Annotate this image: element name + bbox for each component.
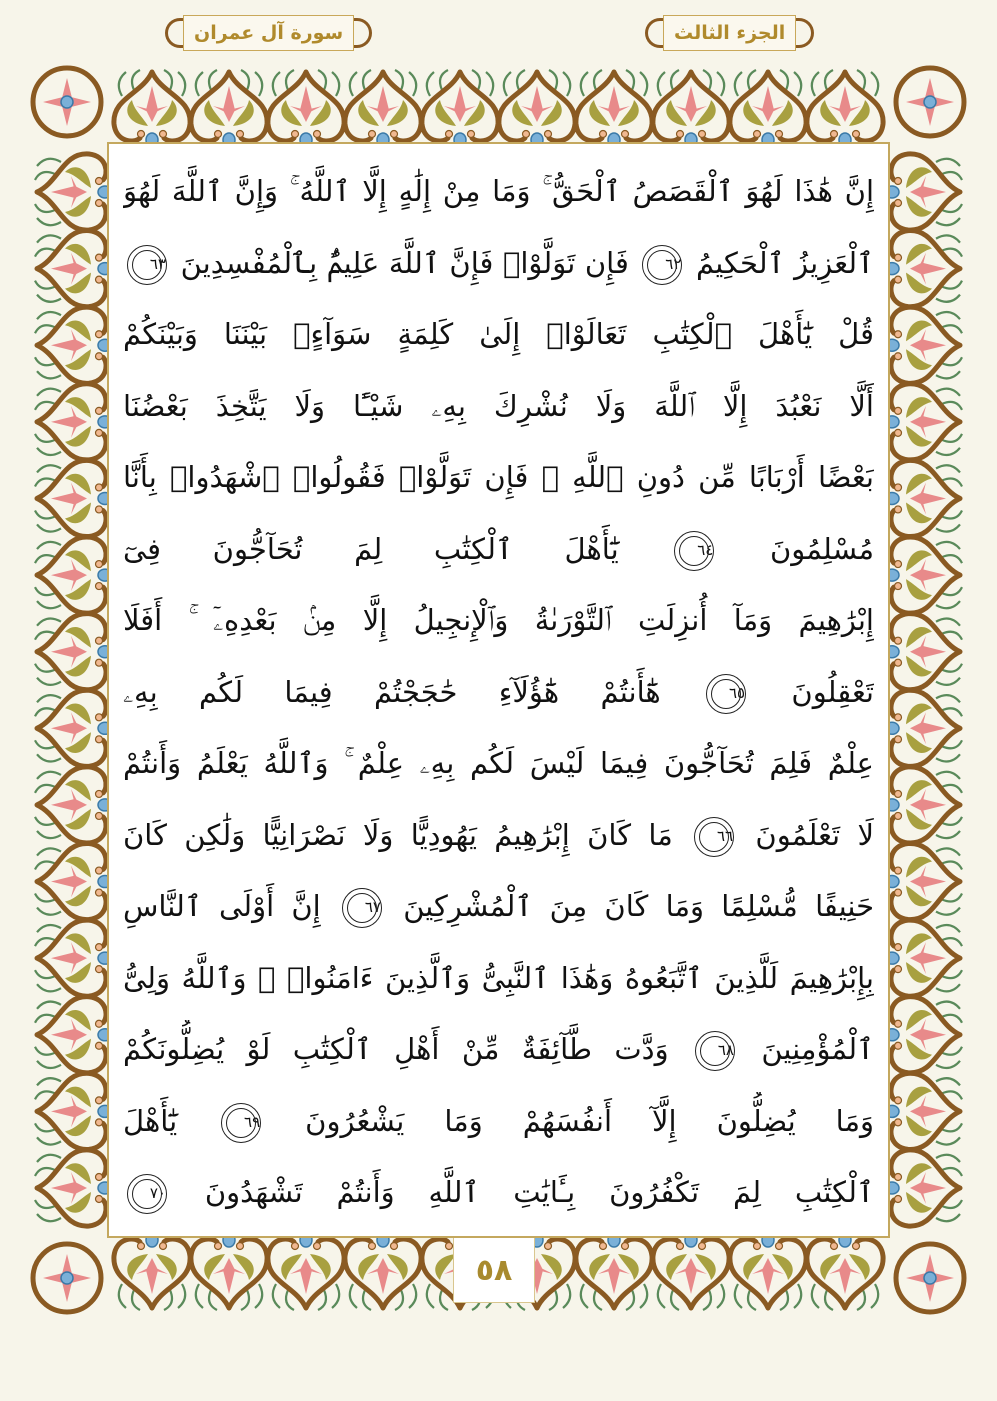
verse-line (123, 377, 874, 436)
bud-icon (96, 254, 103, 261)
heart-motif (35, 767, 112, 843)
bud-icon (831, 131, 838, 138)
heart-motif (885, 460, 962, 536)
verse-line (123, 663, 874, 722)
heart-motif (576, 70, 652, 147)
bud-icon (895, 484, 902, 491)
heart-motif (885, 997, 962, 1073)
bud-icon (314, 131, 321, 138)
verse-text: بَعْضًا أَرْبَابًا مِّن دُونِ ٱللَّهِ ۚ فَإِن تَوَلَّوْا۟ فَقُولُوا۟ ٱشْهَدُوا۟ بِأَنَّا (123, 460, 874, 494)
ayah-number-marker: ٦٢ (642, 245, 682, 285)
bud-icon (138, 1243, 145, 1250)
verse-lines (109, 144, 888, 1236)
page-number: ٥٨ (453, 1238, 535, 1303)
heart-motif (807, 1233, 883, 1310)
bud-icon (600, 131, 607, 138)
bud-icon (96, 200, 103, 207)
heart-motif (885, 537, 962, 613)
heart-motif (191, 1233, 267, 1310)
bud-icon (895, 178, 902, 185)
heart-motif (35, 460, 112, 536)
bud-icon (96, 1196, 103, 1203)
bud-icon (895, 1042, 902, 1049)
heart-motif (807, 70, 883, 147)
verse-text: يَٰٓأَهْلَ (123, 1103, 178, 1138)
bud-icon (622, 1243, 629, 1250)
bud-icon (545, 131, 552, 138)
bud-icon (391, 131, 398, 138)
verse-line (123, 234, 874, 293)
text-panel (107, 142, 890, 1238)
corner-bead-icon (61, 96, 73, 108)
heart-motif (35, 997, 112, 1073)
verse-line (123, 448, 874, 507)
heart-motif (35, 843, 112, 919)
bud-icon (699, 131, 706, 138)
bud-icon (895, 637, 902, 644)
heart-motif (653, 1233, 729, 1310)
bud-icon (237, 1243, 244, 1250)
heart-motif (114, 70, 190, 147)
verse-text: أَلَّا نَعْبُدَ إِلَّا ٱللَّهَ وَلَا نُشْرِكَ بِهِۦ شَيْـًٔا وَلَا يَتَّخِذَ بَعْضُنَا (123, 388, 874, 423)
bud-icon (96, 429, 103, 436)
verse-line (123, 591, 874, 650)
ornament-bracket-left (165, 18, 183, 48)
juz-title-label (645, 14, 814, 52)
heart-motif (885, 154, 962, 230)
bud-icon (96, 1020, 103, 1027)
verse-line (123, 734, 874, 793)
bud-icon (895, 1097, 902, 1104)
heart-motif (499, 70, 575, 147)
bud-icon (96, 659, 103, 666)
bud-icon (895, 867, 902, 874)
bud-icon (895, 714, 902, 721)
heart-motif (35, 920, 112, 996)
bud-icon (895, 1196, 902, 1203)
bud-icon (895, 429, 902, 436)
verse-line (123, 1092, 874, 1151)
corner-bead-icon (924, 96, 936, 108)
bud-icon (96, 276, 103, 283)
heart-motif (885, 767, 962, 843)
bud-icon (622, 131, 629, 138)
bud-icon (96, 637, 103, 644)
bud-icon (895, 506, 902, 513)
verse-text: ٱلْكِتَٰبِ لِمَ تَكْفُرُونَ بِـَٔايَٰتِ ٱللَّهِ وَأَنتُمْ تَشْهَدُونَ (204, 1175, 874, 1209)
bud-icon (96, 583, 103, 590)
verse-line (123, 520, 874, 579)
bud-icon (895, 254, 902, 261)
bud-icon (237, 131, 244, 138)
ayah-number-marker: ٦٣ (127, 245, 167, 285)
heart-motif (35, 614, 112, 690)
bud-icon (96, 812, 103, 819)
ayah-number-marker: ٦٩ (221, 1103, 261, 1143)
heart-motif (191, 70, 267, 147)
bud-icon (215, 1243, 222, 1250)
bud-icon (96, 889, 103, 896)
bud-icon (160, 1243, 167, 1250)
bud-icon (523, 131, 530, 138)
bud-icon (776, 131, 783, 138)
verse-text: إِنَّ هَٰذَا لَهُوَ ٱلْقَصَصُ ٱلْحَقُّ ۚ وَمَا مِنْ إِلَٰهٍ إِلَّا ٱللَّهُ ۚ وَإِنَّ ٱللَّهَ لَهُوَ (123, 174, 874, 208)
bud-icon (895, 276, 902, 283)
bud-icon (895, 944, 902, 951)
heart-motif (885, 843, 962, 919)
bud-icon (895, 561, 902, 568)
bud-icon (895, 812, 902, 819)
verse-text: عِلْمٌ فَلِمَ تُحَآجُّونَ فِيمَا لَيْسَ لَكُم بِهِۦ عِلْمٌ ۚ وَٱللَّهُ يَعْلَمُ وَأَنتُمْ (123, 746, 874, 780)
bud-icon (754, 1243, 761, 1250)
ayah-number-marker: ٧٠ (127, 1174, 167, 1214)
heart-motif (885, 614, 962, 690)
heart-motif (885, 690, 962, 766)
heart-motif (576, 1233, 652, 1310)
bud-icon (96, 714, 103, 721)
bud-icon (96, 407, 103, 414)
heart-motif (35, 154, 112, 230)
ornament-bracket-left (645, 18, 663, 48)
heart-motif (885, 920, 962, 996)
heart-motif (35, 384, 112, 460)
verse-text: هَٰٓأَنتُمْ هَٰٓؤُلَآءِ حَٰجَجْتُمْ فِيمَا لَكُم بِهِۦ (123, 674, 661, 709)
verse-text: مَا كَانَ إِبْرَٰهِيمُ يَهُودِيًّا وَلَا نَصْرَانِيًّا وَلَٰكِن كَانَ (123, 817, 673, 852)
bud-icon (895, 1174, 902, 1181)
bud-icon (754, 131, 761, 138)
heart-motif (35, 1073, 112, 1149)
bud-icon (831, 1243, 838, 1250)
bud-icon (369, 1243, 376, 1250)
bud-icon (215, 131, 222, 138)
bud-icon (895, 1020, 902, 1027)
bud-icon (895, 736, 902, 743)
heart-motif (35, 307, 112, 383)
bud-icon (96, 484, 103, 491)
bud-icon (895, 407, 902, 414)
bud-icon (895, 583, 902, 590)
bud-icon (446, 131, 453, 138)
bud-icon (369, 131, 376, 138)
ayah-number-marker: ٦٤ (674, 531, 714, 571)
verse-text: حَنِيفًا مُّسْلِمًا وَمَا كَانَ مِنَ ٱلْمُشْرِكِينَ (403, 889, 874, 923)
heart-motif (885, 1073, 962, 1149)
verse-text: مُسْلِمُونَ (769, 531, 874, 566)
ornament-bracket-right (796, 18, 814, 48)
bud-icon (895, 1119, 902, 1126)
bud-icon (468, 131, 475, 138)
surah-name: سورة آل عمران (183, 15, 354, 51)
verse-line (123, 1020, 874, 1079)
verse-line (123, 877, 874, 936)
bud-icon (853, 131, 860, 138)
bud-icon (446, 1243, 453, 1250)
corner-bead-icon (924, 1272, 936, 1284)
verse-text: ٱلْمُؤْمِنِينَ (761, 1032, 874, 1066)
ayah-number-marker: ٦٨ (695, 1031, 735, 1071)
verse-text: إِنَّ أَوْلَى ٱلنَّاسِ (123, 889, 321, 923)
heart-motif (422, 70, 498, 147)
heart-motif (345, 70, 421, 147)
bud-icon (895, 331, 902, 338)
bud-icon (96, 966, 103, 973)
bud-icon (895, 353, 902, 360)
bud-icon (699, 1243, 706, 1250)
heart-motif (885, 1150, 962, 1226)
verse-text: وَمَا يُضِلُّونَ إِلَّآ أَنفُسَهُمْ وَمَا يَشْعُرُونَ (305, 1103, 874, 1138)
bud-icon (853, 1243, 860, 1250)
bud-icon (776, 1243, 783, 1250)
verse-text: فَإِن تَوَلَّوْا۟ فَإِنَّ ٱللَّهَ عَلِيمٌۢ بِٱلْمُفْسِدِينَ (180, 245, 629, 280)
ayah-number-marker: ٦٧ (342, 888, 382, 928)
verse-text: ٱلْعَزِيزُ ٱلْحَكِيمُ (695, 245, 874, 280)
heart-motif (35, 1150, 112, 1226)
bud-icon (314, 1243, 321, 1250)
bud-icon (96, 790, 103, 797)
corner-bead-icon (61, 1272, 73, 1284)
heart-motif (35, 690, 112, 766)
heart-motif (35, 231, 112, 307)
bud-icon (677, 131, 684, 138)
bud-icon (96, 736, 103, 743)
ayah-number-marker: ٦٥ (706, 674, 746, 714)
heart-motif (885, 231, 962, 307)
bud-icon (600, 1243, 607, 1250)
verse-line (123, 305, 874, 364)
bud-icon (96, 178, 103, 185)
surah-title-label (165, 14, 372, 52)
bud-icon (96, 867, 103, 874)
verse-line (123, 806, 874, 865)
bud-icon (160, 131, 167, 138)
bud-icon (895, 790, 902, 797)
heart-motif (345, 1233, 421, 1310)
bud-icon (292, 1243, 299, 1250)
heart-motif (730, 70, 806, 147)
bud-icon (96, 353, 103, 360)
bud-icon (895, 966, 902, 973)
verse-line (123, 949, 874, 1008)
ornament-bracket-right (354, 18, 372, 48)
verse-text: وَدَّت طَّآئِفَةٌ مِّنْ أَهْلِ ٱلْكِتَٰبِ لَوْ يُضِلُّونَكُمْ (123, 1032, 669, 1066)
juz-name: الجزء الثالث (663, 15, 796, 51)
heart-motif (268, 70, 344, 147)
bud-icon (677, 1243, 684, 1250)
bud-icon (895, 889, 902, 896)
heart-motif (653, 70, 729, 147)
verse-text: قُلْ يَٰٓأَهْلَ ٱلْكِتَٰبِ تَعَالَوْا۟ إِلَىٰ كَلِمَةٍ سَوَآءٍۭ بَيْنَنَا وَبَيْنَكُمْ (123, 317, 874, 351)
ayah-number-marker: ٦٦ (694, 817, 734, 857)
bud-icon (96, 1119, 103, 1126)
bud-icon (96, 1174, 103, 1181)
verse-text: بِإِبْرَٰهِيمَ لَلَّذِينَ ٱتَّبَعُوهُ وَهَٰذَا ٱلنَّبِىُّ وَٱلَّذِينَ ءَامَنُوا۟ ۗ وَٱللَّهُ وَلِىُّ (123, 960, 874, 995)
heart-motif (35, 537, 112, 613)
heart-motif (885, 384, 962, 460)
verse-text: لَا تَعْلَمُونَ (755, 817, 874, 852)
verse-text: تَعْقِلُونَ (791, 674, 874, 709)
bud-icon (96, 561, 103, 568)
verse-line (123, 162, 874, 221)
bud-icon (96, 331, 103, 338)
bud-icon (96, 1097, 103, 1104)
verse-line (123, 1163, 874, 1222)
bud-icon (292, 131, 299, 138)
bud-icon (895, 200, 902, 207)
bud-icon (96, 506, 103, 513)
bud-icon (545, 1243, 552, 1250)
heart-motif (885, 307, 962, 383)
heart-motif (730, 1233, 806, 1310)
verse-text: يَٰٓأَهْلَ ٱلْكِتَٰبِ لِمَ تُحَآجُّونَ فِىٓ (123, 531, 619, 566)
heart-motif (268, 1233, 344, 1310)
bud-icon (895, 659, 902, 666)
heart-motif (114, 1233, 190, 1310)
verse-text: إِبْرَٰهِيمَ وَمَآ أُنزِلَتِ ٱلتَّوْرَىٰةُ وَٱلْإِنجِيلُ إِلَّا مِنۢ بَعْدِهِۦٓ ۚ أَفَلَا (123, 603, 874, 637)
bud-icon (138, 131, 145, 138)
bud-icon (391, 1243, 398, 1250)
bud-icon (96, 944, 103, 951)
bud-icon (96, 1042, 103, 1049)
